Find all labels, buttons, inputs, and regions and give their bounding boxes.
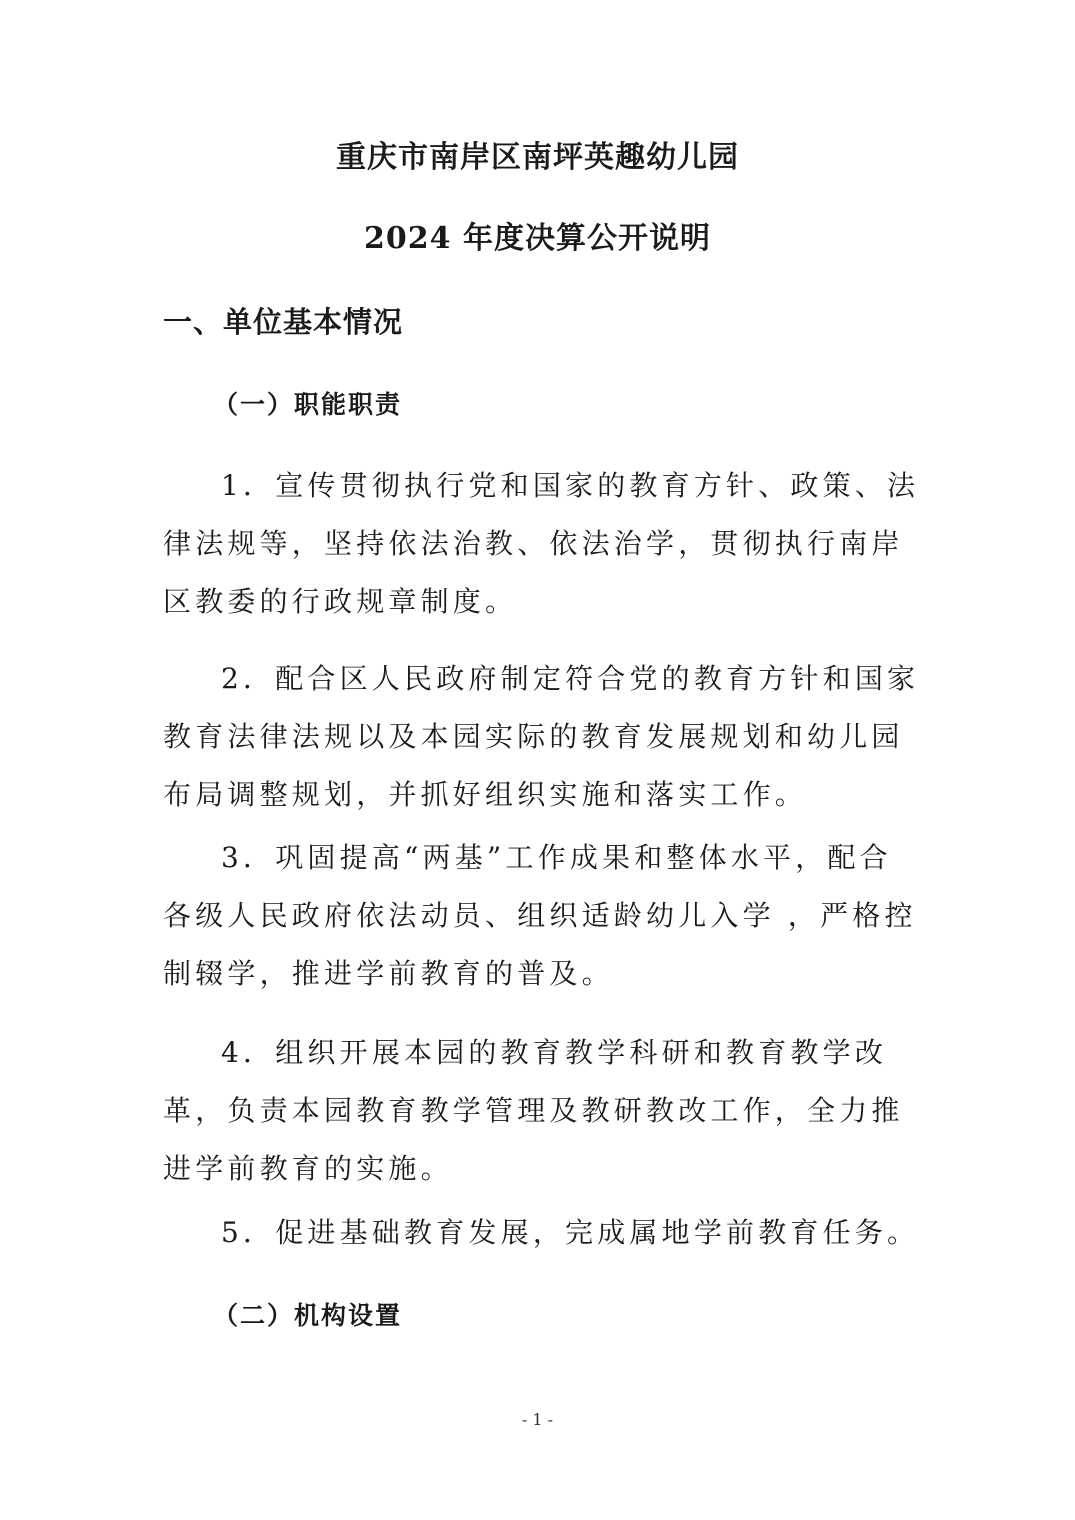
paragraph-duty-5: 5．促进基础教育发展，完成属地学前教育任务。 <box>221 1216 920 1249</box>
paragraph-duty-4: 4．组织开展本园的教育教学科研和教育教学改革，负责本园教育教学管理及教研教改工作，全力推进学前教育的实施。 <box>163 1036 904 1185</box>
document-title-line1: 重庆市南岸区南坪英趣幼儿园 <box>336 140 739 175</box>
paragraph-duty-3: 3．巩固提高“两基”工作成果和整体水平，配合各级人民政府依法动员、组织适龄幼儿入学 ，严格控制辍学，推进学前教育的普及。 <box>163 841 917 990</box>
paragraph-duty-2: 2．配合区人民政府制定符合党的教育方针和国家教育法律法规以及本园实际的教育发展规划和幼儿园布局调整规划，并抓好组织实施和落实工作。 <box>163 662 920 811</box>
subsection-heading-organization: （二）机构设置 <box>213 1301 403 1330</box>
paragraph-duty-1: 1．宣传贯彻执行党和国家的教育方针、政策、法律法规等，坚持依法治教、依法治学，贯彻执行南岸区教委的行政规章制度。 <box>163 469 920 618</box>
document-title-line2: 2024 年度决算公开说明 <box>364 221 711 256</box>
section-heading-basic-info: 一、单位基本情况 <box>163 305 404 339</box>
subsection-heading-duties: （一）职能职责 <box>213 390 403 419</box>
page-number: - 1 - <box>521 1410 554 1429</box>
